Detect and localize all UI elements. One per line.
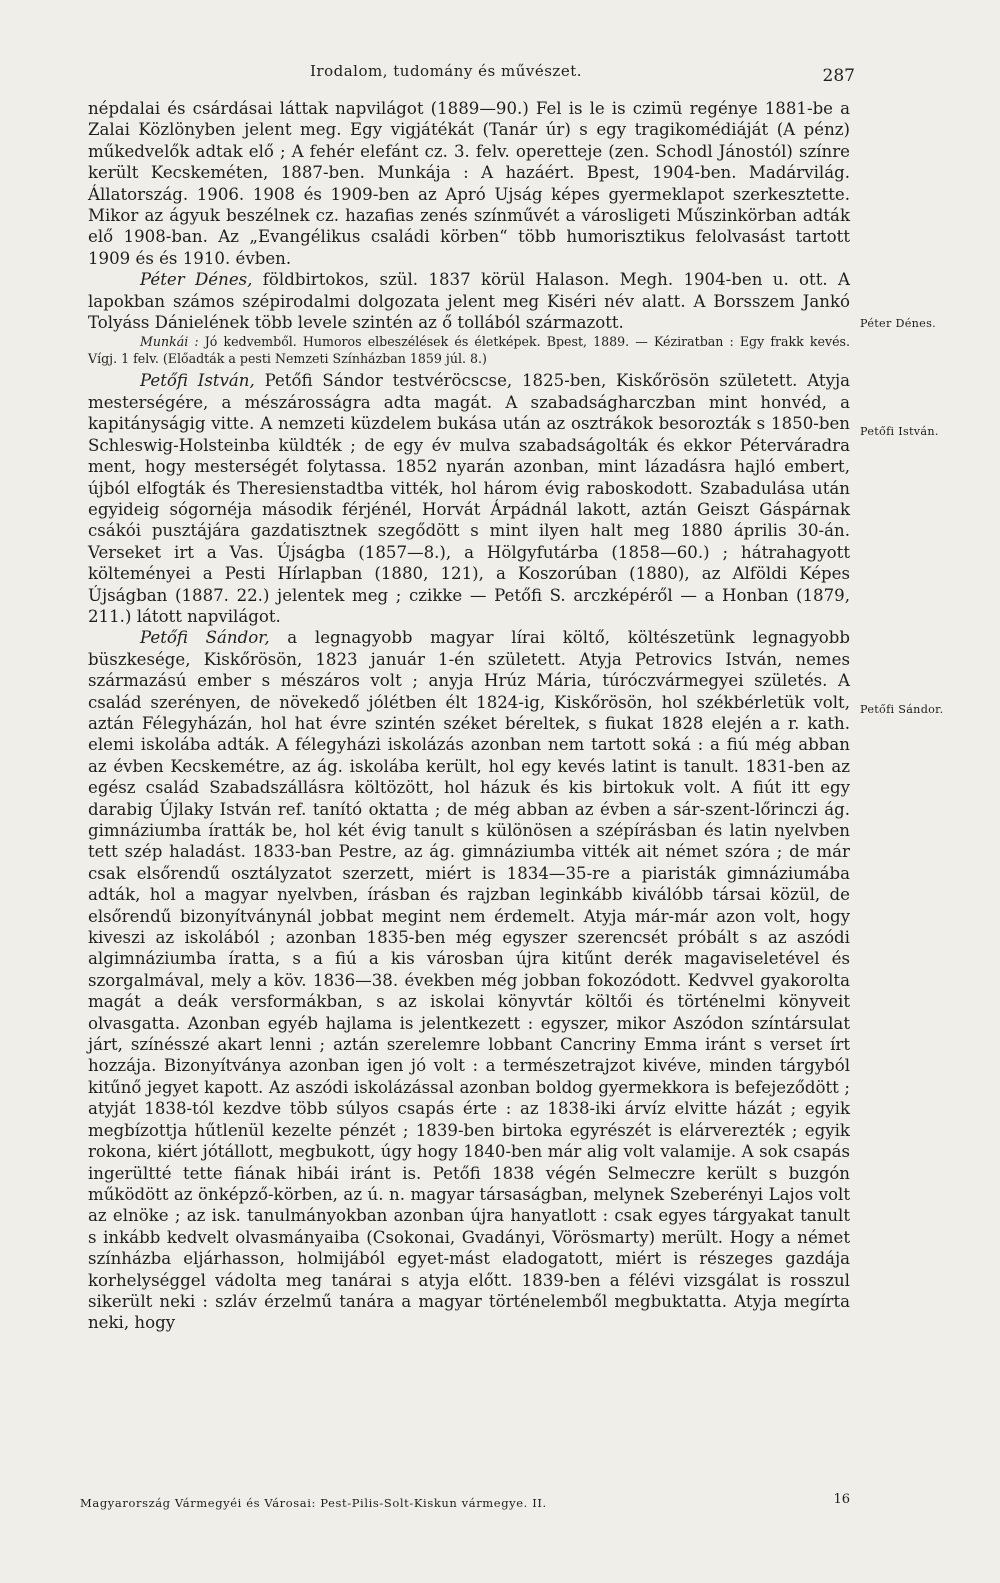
- margin-note-petofi-sandor: Petőfi Sándor.: [860, 703, 944, 716]
- paragraph-text: népdalai és csárdásai láttak napvilágot (1889—90.) Fel is le is czimü regénye 1881-be a Zalai Közlönyben jelent meg. Egy vigjátékát (Tanár úr) s egy tragikomédiáját (A pénz) műkedvelők adtak elő ; A fehér elefánt cz. 3. felv. operetteje (zen. Schodl Jánostól) színre került Kecskeméten, 1887-ben. Munkája : A hazáért. Bpest, 1904-ben. Madárvilág. Állatország. 1906. 1908 és 1909-ben az Apró Ujság képes gyermeklapot szerkesztette. Mikor az ágyuk beszélnek cz. hazafias zenés színművét a városligeti Műszinkörban adták elő 1908-ban. Az „Evangélikus családi körben“ több humorisztikus felolvasást tartott 1909 és és 1910. évben.: [88, 99, 850, 268]
- page-footer: [80, 1492, 850, 1516]
- margin-note-peter-denes: Péter Dénes.: [860, 317, 936, 330]
- works-note: [88, 334, 850, 367]
- margin-note-petofi-istvan: Petőfi István.: [860, 425, 939, 438]
- signature-mark: 16: [833, 1492, 850, 1507]
- page-number: 287: [822, 66, 855, 86]
- paragraph-petofi-sandor: [88, 627, 850, 1333]
- works-text: Jó kedvemből. Humoros elbeszélések és életképek. Bpest, 1889. — Kéziratban : Egy frakk kevés. Vígj. 1 felv. (Előadták a pesti Nemzeti Színházban 1859 júl. 8.): [88, 334, 850, 366]
- paragraph-text: a legnagyobb magyar lírai költő, költészetünk legnagyobb büszkesége, Kiskőrösön, 1823 január 1-én született. Atyja Petrovics István, nemes származású ember s mészáros volt ; anyja Hrúz Mária, túróczvármegyei születés. A család szerényen, de növekedő jólétben élt 1824-ig, Kiskőrösön, hol székbérletük volt, aztán Félegyházán, hol hat évre szintén széket béreltek, s fiukat 1828 elején a r. kath. elemi iskolába adták. A félegyházi iskolázás azonban nem tartott soká : a fiú még abban az évben Kecskemétre, az ág. iskolába került, hol egy kevés latint is tanult. 1831-ben az egész család Szabadszállásra költözött, hol házuk és kis birtokuk volt. A fiút itt egy darabig Újlaky István ref. tanító oktatta ; de még abban az évben a sár-szent-lőrinczi ág. gimnáziumba íratták be, hol két évig tanult s különösen a szépírásban és latin nyelvben tett szép haladást. 1833-ban Pestre, az ág. gimnáziumba vitték ait német szóra ; de már csak elsőrendű osztályzatot szerzett, miért is 1834—35-re a piaristák gimnáziumába adták, hol a magyar nyelvben, írásban és rajzban leginkább kiválóbb társai közül, de elsőrendű bizonyítványnál jobbat megint nem érdemelt. Atyja már-már azon volt, hogy kiveszi az iskolából ; azonban 1835-ben még egyszer szerencsét próbált s az aszódi algimnáziumba íratta, s a fiú a kis városban újra kitűnt derék magaviseletével és szorgalmával, mely a köv. 1836—38. években még jobban fokozódott. Kedvvel gyakorolta magát a deák versformákban, s az iskolai könyvtár költői és történelmi könyveit olvasgatta. Azonban egyéb hajlama is jelentkezett : egyszer, mikor Aszódon színtársulat járt, színésszé akart lenni ; aztán szerelemre lobbant Cancriny Emma iránt s verset írt hozzája. Bizonyítványa azonban igen jó volt : a természetrajzot kivéve, minden tárgyból kitűnő jegyet kapott. Az aszódi iskolázással azonban boldog gyermekkora is befejeződött ; atyját 1838-tól kezdve több súlyos csapás érte : az 1838-iki árvíz elvitte házát ; egyik megbízottja hűtlenül kezelte pénzét ; 1839-ben birtoka egyrészét is elárverezték ; egyik rokona, kiért jótállott, megbukott, úgy hogy 1840-ben már alig volt valamije. A sok csapás ingerültté tette fiának hibái iránt is. Petőfi 1838 végén Selmeczre került s buzgón működött az önképző-körben, az ú. n. magyar társaságban, melynek Szeberényi Lajos volt az elnöke ; az isk. tanulmányokban azonban újra hanyatlott : csak egyes tárgyakat tanult s inkább kedvelt olvasmányaiba (Csokonai, Gvadányi, Vörösmarty) merült. Hogy a német színházba eljárhasson, holmijából egyet-mást eladogatott, miért is részeges gazdája korhelységgel vádolta meg tanárai s atyja előtt. 1839-ben a félévi vizsgálat is rosszul sikerült neki : szláv érzelmű tanára a magyar történelemből megbuktatta. Atyja megírta neki, hogy: [88, 628, 850, 1333]
- running-header: [300, 62, 855, 84]
- paragraph-peter-denes: [88, 269, 850, 333]
- paragraph-text: földbirtokos, szül. 1837 körül Halason. Megh. 1904-ben u. ott. A lapokban számos szépirodalmi dolgozata jelent meg Kiséri név alatt. A Borsszem Jankó Tolyáss Dánielének több levele szintén az ő tollából származott.: [88, 270, 850, 333]
- paragraph-continuation: [88, 98, 850, 269]
- paragraph-petofi-istvan: [88, 370, 850, 627]
- header-title: Irodalom, tudomány és művészet.: [310, 62, 583, 80]
- entry-heading: Péter Dénes,: [140, 270, 253, 290]
- body-text: [88, 98, 850, 1334]
- paragraph-text: Petőfi Sándor testvéröcscse, 1825-ben, Kiskőrösön született. Atyja mesterségére, a mészárosságra adta magát. A szabadságharczban mint honvéd, a kapitányságig vitte. A nemzeti küzdelem bukása után az osztrákok besorozták s 1850-ben Schleswig-Holsteinba küldték ; de egy év mulva szabadságolták és ekkor Péterváradra ment, hogy mesterségét folytassa. 1852 nyarán azonban, mint lázadásra hajló embert, újból elfogták és Theresienstadtba vitték, hol három évig raboskodott. Szabadulása után egyideig sógornéja második férjénél, Horvát Árpádnál lakott, aztán Geiszt Gáspárnak csákói pusztájára gazdatisztnek szegődött s mint ilyen halt meg 1880 április 30-án. Verseket irt a Vas. Újságba (1857—8.), a Hölgyfutárba (1858—60.) ; hátrahagyott költeményei a Pesti Hírlapban (1880, 121), a Koszorúban (1880), az Alföldi Képes Újságban (1887. 22.) jelentek meg ; czikke — Petőfi S. arczképéről — a Honban (1879, 211.) látott napvilágot.: [88, 371, 850, 626]
- works-heading: Munkái :: [140, 334, 199, 350]
- entry-heading: Petőfi István,: [140, 371, 255, 391]
- footer-text: Magyarország Vármegyéi és Városai: Pest-Pilis-Solt-Kiskun vármegye. II.: [80, 1496, 547, 1510]
- entry-heading: Petőfi Sándor,: [140, 628, 270, 648]
